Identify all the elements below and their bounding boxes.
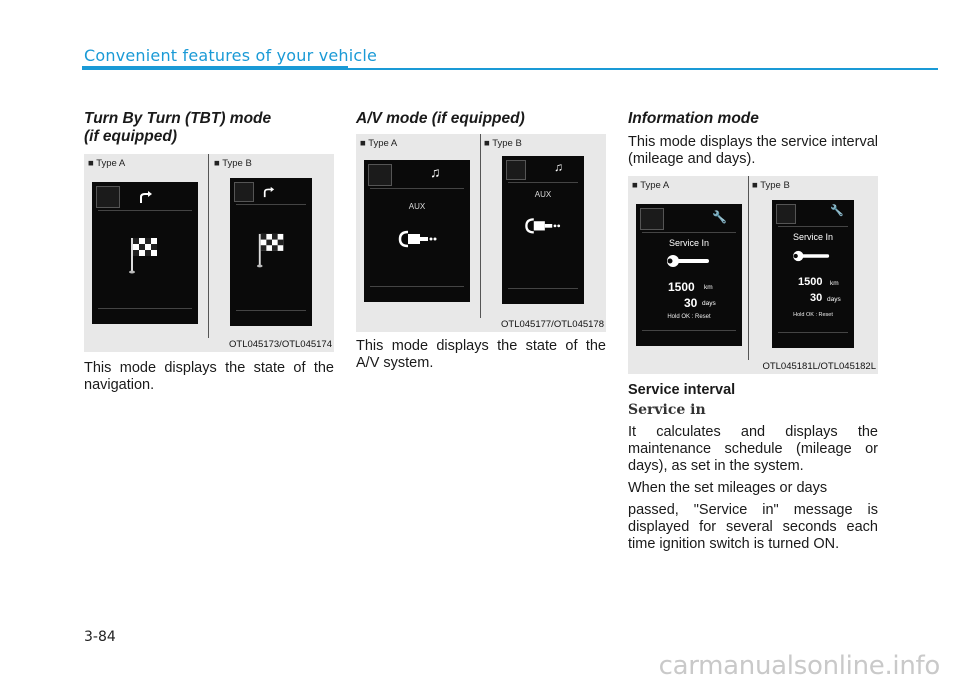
wrench-large-icon [666,254,712,268]
wrench-icon: 🔧 [830,205,844,217]
service-in-para1: It calculates and displays the maintenance schedule (mileage or days), as set in the system. [628,424,878,474]
corner-box [234,182,254,202]
service-interval-heading: Service interval [628,382,736,398]
aux-plug-icon [524,212,562,236]
screen-rule [642,330,736,331]
fig-label-type-a: ■ Type A [88,158,126,169]
info-figure [628,176,878,374]
tbt-title [84,110,334,146]
service-in-title: Service In [792,232,834,242]
service-days: 30 [684,296,698,310]
header-bar [82,66,348,70]
service-distance: 1500 [668,280,695,294]
checkered-flag-icon [128,234,162,274]
service-distance-unit: km [830,280,839,287]
info-title: Information mode [628,110,759,127]
av-figure [356,134,606,332]
watermark: carmanualsonline.info [658,651,940,681]
service-screen-type-a [636,204,742,346]
corner-box [96,186,120,208]
section-header-title: Convenient features of your vehicle [84,46,378,65]
screen-rule [508,182,578,183]
corner-box [640,208,664,230]
corner-box [368,164,392,186]
service-in-heading: Service in [628,402,706,418]
hold-ok-reset: Hold OK : Reset [667,314,711,320]
turn-arrow-icon [262,186,276,198]
av-description: This mode displays the state of the A/V system. [356,338,606,371]
screen-rule [778,332,848,333]
figure-code: OTL045177/OTL045178 [501,319,604,330]
fig-label-type-b: ■ Type B [214,158,252,169]
fig-label-type-a: ■ Type A [632,180,670,191]
figure-code: OTL045181L/OTL045182L [762,361,876,372]
tbt-description: This mode displays the state of the navigation. [84,360,334,393]
screen-rule [98,308,192,309]
tbt-screen-type-b [230,178,312,326]
info-section [628,110,878,558]
music-note-icon: ♫ [430,164,441,180]
screen-rule [370,286,464,287]
screen-rule [508,288,578,289]
wrench-icon: 🔧 [712,210,727,224]
tbt-title-line2: (if equipped) [84,128,177,145]
wrench-large-icon [792,250,832,262]
service-days: 30 [810,292,823,304]
service-in-para3: passed, "Service in" message is displayed for several seconds each time ignition switch is turned ON. [628,502,878,552]
figure-divider [748,176,749,360]
fig-label-type-a: ■ Type A [360,138,398,149]
aux-label: AUX [408,202,426,211]
tbt-title-line1: Turn By Turn (TBT) mode [84,110,272,127]
figure-divider [480,134,481,318]
screen-rule [236,204,306,205]
screen-rule [642,232,736,233]
service-days-unit: days [827,296,841,303]
fig-label-type-b: ■ Type B [484,138,522,149]
aux-plug-icon [398,224,438,250]
screen-rule [778,226,848,227]
screen-rule [98,210,192,211]
figure-code: OTL045173/OTL045174 [229,339,332,350]
av-screen-type-a [364,160,470,302]
figure-divider [208,154,209,338]
hold-ok-reset: Hold OK : Reset [793,312,833,318]
page-number: 3-84 [84,629,116,645]
corner-box [506,160,526,180]
aux-label: AUX [534,190,552,199]
service-days-unit: days [702,300,716,307]
music-note-icon: ♫ [554,160,563,174]
av-screen-type-b [502,156,584,304]
info-intro: This mode displays the service interval (mileage and days). [628,134,878,167]
tbt-screen-type-a [92,182,198,324]
corner-box [776,204,796,224]
service-screen-type-b [772,200,854,348]
service-in-title: Service In [668,238,710,248]
turn-arrow-icon [138,190,154,204]
screen-rule [236,310,306,311]
tbt-figure [84,154,334,352]
checkered-flag-icon [256,230,288,268]
tbt-section [84,110,334,394]
service-distance: 1500 [798,276,823,288]
fig-label-type-b: ■ Type B [752,180,790,191]
av-title: A/V mode (if equipped) [356,110,525,127]
av-section [356,110,606,372]
service-in-para2: When the set mileages or days [628,480,828,496]
header-rule [348,68,938,70]
screen-rule [370,188,464,189]
service-distance-unit: km [704,284,713,291]
